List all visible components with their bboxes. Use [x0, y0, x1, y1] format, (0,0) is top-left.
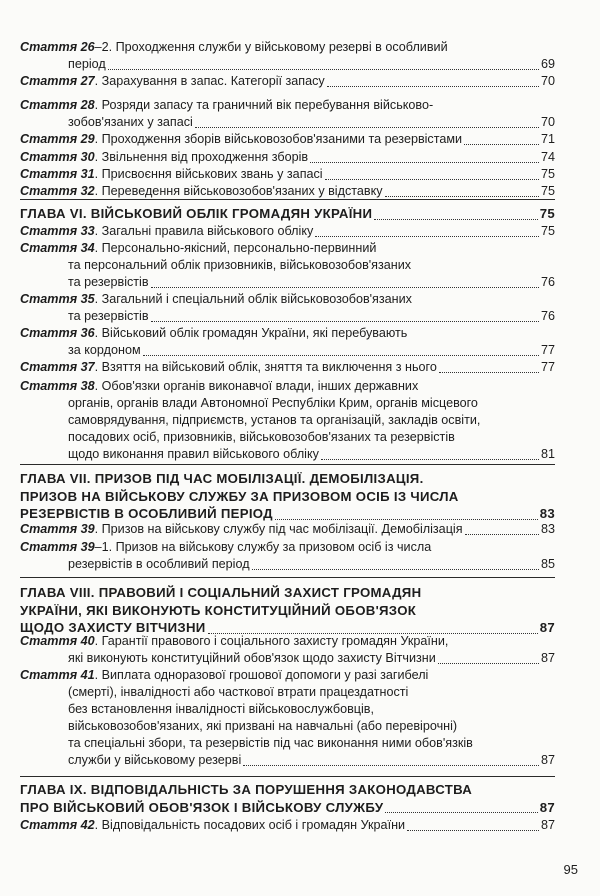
toc-entry-text: ГЛАВА IX. ВІДПОВІДАЛЬНІСТЬ ЗА ПОРУШЕННЯ ЗАКОНОДАВСТВА — [20, 782, 473, 797]
toc-page-ref: 77 — [540, 343, 555, 357]
dot-leader — [327, 86, 539, 87]
toc-entry-line — [20, 718, 555, 735]
toc-entry-text: . Персонально-якісний, персонально-первинний — [94, 241, 377, 255]
page-number: 95 — [563, 862, 578, 877]
toc-entry-line — [20, 781, 555, 799]
toc-entry-text: та спеціальні збори, та резервістів під час виконання ними обов'язків — [68, 736, 473, 750]
toc-entry-text: . Обов'язки органів виконавчої влади, інших державних — [94, 379, 419, 393]
chapter-divider — [20, 776, 555, 777]
dot-leader — [243, 765, 539, 766]
toc-entry-text: та резервістів — [68, 309, 149, 323]
dot-leader — [310, 162, 539, 163]
toc-page-ref: 77 — [540, 360, 555, 374]
article-label: Стаття 39 — [20, 522, 95, 536]
toc-entry-text: зобов'язаних у запасі — [68, 115, 193, 129]
toc-entry-text: ПРИЗОВ НА ВІЙСЬКОВУ СЛУЖБУ ЗА ПРИЗОВОМ ОСІБ ІЗ ЧИСЛА — [20, 488, 459, 504]
toc-article-entry[interactable] — [20, 73, 555, 90]
toc-entry-text: самоврядування, підприємств, установ та організацій, закладів освіти, — [68, 413, 481, 427]
toc-page-ref: 75 — [540, 167, 555, 181]
toc-entry-line — [20, 817, 555, 834]
toc-article-entry[interactable] — [20, 240, 555, 291]
toc-entry-line — [20, 701, 555, 718]
toc-entry-text: ГЛАВА VII. ПРИЗОВ ПІД ЧАС МОБІЛІЗАЦІЇ. ДЕМОБІЛІЗАЦІЯ. — [20, 471, 424, 486]
toc-entry-text: військовозобов'язаних, які призвані на навчальні (або перевірочні) — [68, 719, 458, 733]
article-label: Стаття 28 — [20, 98, 95, 112]
dot-leader — [438, 663, 539, 664]
toc-entry-line — [20, 223, 555, 240]
article-label: Стаття 40 — [20, 634, 95, 648]
article-label: Стаття 39 — [20, 540, 95, 554]
toc-entry-text: період — [68, 57, 106, 71]
dot-leader — [252, 569, 539, 570]
toc-page-ref: 87 — [540, 818, 555, 832]
toc-entry-text: . Призов на військову службу під час мобілізації. Демобілізація — [94, 522, 463, 536]
toc-page-ref: 87 — [539, 799, 555, 815]
toc-entry-line — [20, 325, 555, 342]
toc-entry-text: та персональний облік призовників, військовозобов'язаних — [68, 258, 412, 272]
toc-page-ref: 76 — [540, 309, 555, 323]
toc-entry-line — [20, 205, 555, 223]
article-label: Стаття 36 — [20, 326, 95, 340]
dot-leader — [385, 812, 537, 813]
toc-entry-text: –2. Проходження служби у військовому резерві в особливий — [94, 40, 448, 54]
dot-leader — [143, 355, 539, 356]
toc-entry-line — [20, 412, 555, 429]
dot-leader — [195, 127, 539, 128]
toc-chapter-entry[interactable] — [20, 584, 555, 637]
toc-chapter-entry[interactable] — [20, 205, 555, 223]
toc-page-ref: 76 — [540, 275, 555, 289]
toc-page-ref: 87 — [539, 620, 555, 635]
toc-entry-text: . Виплата одноразової грошової допомоги у разі загибелі — [94, 668, 429, 682]
toc-entry-line — [20, 342, 555, 359]
toc-entry-line — [20, 166, 555, 183]
toc-entry-text: . Гарантії правового і соціального захисту громадян України, — [94, 634, 449, 648]
toc-entry-line — [20, 97, 555, 114]
toc-entry-line — [20, 73, 555, 90]
article-label: Стаття 41 — [20, 668, 95, 682]
toc-article-entry[interactable] — [20, 817, 555, 834]
toc-entry-line — [20, 539, 555, 556]
toc-entry-text: служби у військовому резерві — [68, 753, 242, 767]
dot-leader — [407, 830, 539, 831]
toc-entry-text: які виконують конституційний обов'язок щодо захисту Вітчизни — [68, 651, 436, 665]
toc-entry-line — [20, 521, 555, 538]
toc-entry-line — [20, 274, 555, 291]
toc-article-entry[interactable] — [20, 39, 555, 73]
toc-entry-line — [20, 183, 555, 200]
toc-entry-line — [20, 556, 555, 573]
toc-entry-line — [20, 114, 555, 131]
article-label: Стаття 31 — [20, 167, 95, 181]
toc-entry-text: . Переведення військовозобов'язаних у відставку — [94, 184, 383, 198]
toc-page-ref: 75 — [540, 184, 555, 198]
toc-entry-line — [20, 633, 555, 650]
toc-entry-text: за кордоном — [68, 343, 141, 357]
article-label: Стаття 34 — [20, 241, 95, 255]
toc-article-entry[interactable] — [20, 667, 555, 769]
dot-leader — [385, 196, 539, 197]
toc-entry-text: . Розряди запасу та граничний вік перебування військово- — [94, 98, 434, 112]
toc-page-ref: 75 — [539, 206, 555, 221]
toc-entry-line — [20, 584, 555, 602]
dot-leader — [465, 534, 539, 535]
toc-entry-line — [20, 39, 555, 56]
dot-leader — [325, 179, 539, 180]
toc-article-entry[interactable] — [20, 131, 555, 148]
toc-entry-text: УКРАЇНИ, ЯКІ ВИКОНУЮТЬ КОНСТИТУЦІЙНИЙ ОБОВ'ЯЗОК — [20, 602, 417, 618]
toc-entry-text: . Присвоєння військових звань у запасі — [94, 167, 323, 181]
toc-entry-line — [20, 359, 555, 376]
toc-page-ref: 71 — [540, 132, 555, 146]
toc-entry-text: . Загальні правила військового обліку — [94, 224, 314, 238]
toc-entry-line — [20, 56, 555, 73]
toc-article-entry[interactable] — [20, 291, 555, 325]
toc-entry-text: ГЛАВА VIII. ПРАВОВИЙ І СОЦІАЛЬНИЙ ЗАХИСТ ГРОМАДЯН — [20, 585, 422, 600]
toc-entry-text: . Зарахування в запас. Категорії запасу — [94, 74, 325, 88]
toc-entry-text: щодо виконання правил військового обліку — [68, 447, 319, 461]
toc-entry-text: . Відповідальність посадових осіб і громадян України — [94, 818, 406, 832]
toc-article-entry[interactable] — [20, 521, 555, 538]
dot-leader — [151, 321, 539, 322]
toc-entry-line — [20, 378, 555, 395]
toc-chapter-entry[interactable] — [20, 470, 555, 523]
article-label: Стаття 26 — [20, 40, 95, 54]
dot-leader — [374, 219, 537, 220]
toc-entry-line — [20, 650, 555, 667]
toc-entry-text: (смерті), інвалідності або часткової втрати працездатності — [68, 685, 409, 699]
dot-leader — [321, 459, 539, 460]
toc-page-ref: 81 — [540, 447, 555, 461]
toc-entry-text: . Проходження зборів військовозобов'язаними та резервістами — [94, 132, 463, 146]
toc-page-ref: 74 — [540, 150, 555, 164]
toc-page-ref: 70 — [540, 115, 555, 129]
article-label: Стаття 37 — [20, 360, 95, 374]
toc-entry-line — [20, 667, 555, 684]
toc-page-ref: 70 — [540, 74, 555, 88]
toc-entry-text: –1. Призов на військову службу за призовом осіб із числа — [94, 540, 432, 554]
toc-chapter-entry[interactable] — [20, 781, 555, 816]
toc-entry-text: . Військовий облік громадян України, які перебувають — [94, 326, 408, 340]
toc-entry-line — [20, 131, 555, 148]
toc-entry-line — [20, 308, 555, 325]
toc-page-ref: 87 — [540, 651, 555, 665]
toc-entry-text: ПРО ВІЙСЬКОВИЙ ОБОВ'ЯЗОК І ВІЙСЬКОВУ СЛУЖБУ — [20, 799, 384, 815]
article-label: Стаття 29 — [20, 132, 95, 146]
article-label: Стаття 27 — [20, 74, 95, 88]
toc-entry-text: . Загальний і спеціальний облік військовозобов'язаних — [94, 292, 412, 306]
toc-entry-line — [20, 505, 555, 523]
toc-entry-line — [20, 149, 555, 166]
toc-entry-text: без встановлення інвалідності військовослужбовців, — [68, 702, 374, 716]
toc-article-entry[interactable] — [20, 378, 555, 463]
toc-entry-line — [20, 446, 555, 463]
toc-entry-line — [20, 257, 555, 274]
toc-page-ref: 87 — [540, 753, 555, 767]
article-label: Стаття 42 — [20, 818, 95, 832]
article-label: Стаття 35 — [20, 292, 95, 306]
toc-entry-text: органів, органів влади Автономної Республіки Крим, органів місцевого — [68, 396, 478, 410]
toc-entry-text: ГЛАВА VI. ВІЙСЬКОВИЙ ОБЛІК ГРОМАДЯН УКРАЇНИ — [20, 206, 373, 221]
toc-entry-line — [20, 684, 555, 701]
article-label: Стаття 38 — [20, 379, 95, 393]
toc-article-entry[interactable] — [20, 149, 555, 166]
toc-page-ref: 83 — [539, 506, 555, 521]
dot-leader — [151, 287, 539, 288]
toc-entry-line — [20, 395, 555, 412]
article-label: Стаття 32 — [20, 184, 95, 198]
toc-entry-text: . Взяття на військовий облік, зняття та виключення з нього — [94, 360, 437, 374]
toc-entry-line — [20, 240, 555, 257]
dot-leader — [464, 144, 539, 145]
toc-page-ref: 83 — [540, 522, 555, 536]
toc-entry-line — [20, 470, 555, 488]
chapter-divider — [20, 464, 555, 465]
toc-entry-line — [20, 799, 555, 817]
toc-entry-line — [20, 752, 555, 769]
toc-article-entry[interactable] — [20, 166, 555, 183]
toc-entry-line — [20, 291, 555, 308]
toc-entry-line — [20, 735, 555, 752]
toc-article-entry[interactable] — [20, 223, 555, 240]
toc-entry-line — [20, 488, 555, 506]
toc-entry-text: посадових осіб, призовників, військовозобов'язаних та резервістів — [68, 430, 455, 444]
toc-entry-line — [20, 429, 555, 446]
toc-entry-text: та резервістів — [68, 275, 149, 289]
dot-leader — [439, 372, 539, 373]
toc-article-entry[interactable] — [20, 325, 555, 359]
toc-article-entry[interactable] — [20, 183, 555, 200]
article-label: Стаття 30 — [20, 150, 95, 164]
toc-article-entry[interactable] — [20, 539, 555, 573]
toc-article-entry[interactable] — [20, 97, 555, 131]
dot-leader — [275, 519, 538, 520]
toc-page-ref: 75 — [540, 224, 555, 238]
toc-page-ref: 69 — [540, 57, 555, 71]
article-label: Стаття 33 — [20, 224, 95, 238]
toc-article-entry[interactable] — [20, 633, 555, 667]
chapter-divider — [20, 577, 555, 578]
toc-entry-text: ЩОДО ЗАХИСТУ ВІТЧИЗНИ — [20, 620, 206, 635]
toc-page-ref: 85 — [540, 557, 555, 571]
toc-article-entry[interactable] — [20, 359, 555, 376]
toc-entry-text: резервістів в особливий період — [68, 557, 250, 571]
toc-entry-text: РЕЗЕРВІСТІВ В ОСОБЛИВИЙ ПЕРІОД — [20, 506, 273, 521]
toc-entry-text: . Звільнення від проходження зборів — [94, 150, 309, 164]
toc-entry-line — [20, 602, 555, 620]
dot-leader — [315, 236, 539, 237]
dot-leader — [108, 69, 539, 70]
